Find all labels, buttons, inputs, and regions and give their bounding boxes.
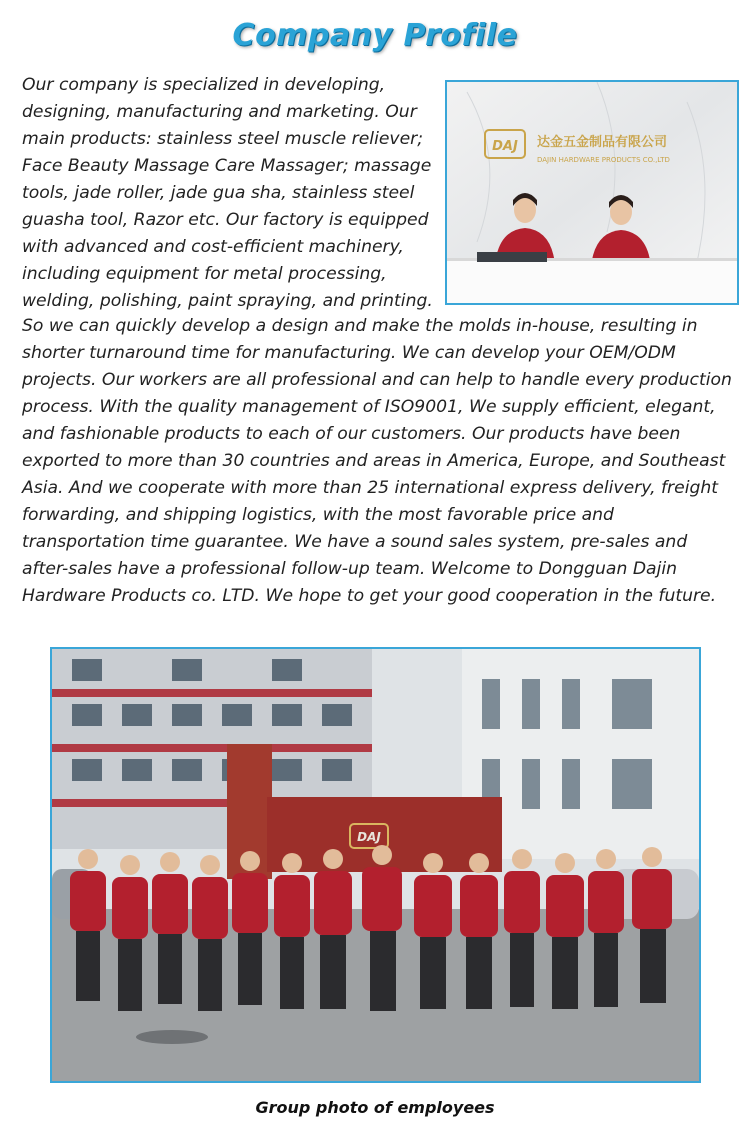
svg-text:DAJ: DAJ — [357, 830, 381, 844]
group-photo — [50, 647, 701, 1083]
body-paragraph: So we can quickly develop a design and make the molds in-house, resulting in shorter turnaround time for manufacturing. We can develop your OEM/ODM projects. Our workers are all professional and can help to handle every production process. With the quality management of ISO9001, We supply efficient, elegant, and fashionable products to each of our customers. Our products have been exported to more than 30 countries and areas in America, Europe, and Southeast Asia. And we cooperate with more than 25 international express delivery, freight forwarding, and shipping logistics, with the most favorable price and transportation time guarantee. We have a sound sales system, pre-sales and after-sales have a professional follow-up team. Welcome to Dongguan Dajin Hardware Products co. LTD. We hope to get your good cooperation in the future. — [22, 316, 732, 606]
sign-english: DAJIN HARDWARE PRODUCTS CO.,LTD — [537, 156, 670, 164]
group-photo-caption: Group photo of employees — [255, 1098, 495, 1117]
group-photo-illustration — [52, 649, 699, 1081]
sign-chinese: 达金五金制品有限公司 — [537, 135, 668, 150]
reception-photo-illustration — [447, 82, 737, 303]
page-title: Company Profile — [232, 18, 518, 53]
reception-photo — [445, 80, 739, 305]
svg-text:DAJ: DAJ — [492, 139, 518, 154]
intro-paragraph: Our company is specialized in developing, designing, manufacturing and marketing. Our main products: stainless steel muscle reliever; Face Beauty Massage Care Massager; massage tools, jade roller, jade gua sha, stainless steel guasha tool, Razor etc. Our factory is equipped with advanced and cost-efficient machinery, including equipment for metal processing, welding, polishing, paint spraying, and printing. — [22, 75, 433, 311]
